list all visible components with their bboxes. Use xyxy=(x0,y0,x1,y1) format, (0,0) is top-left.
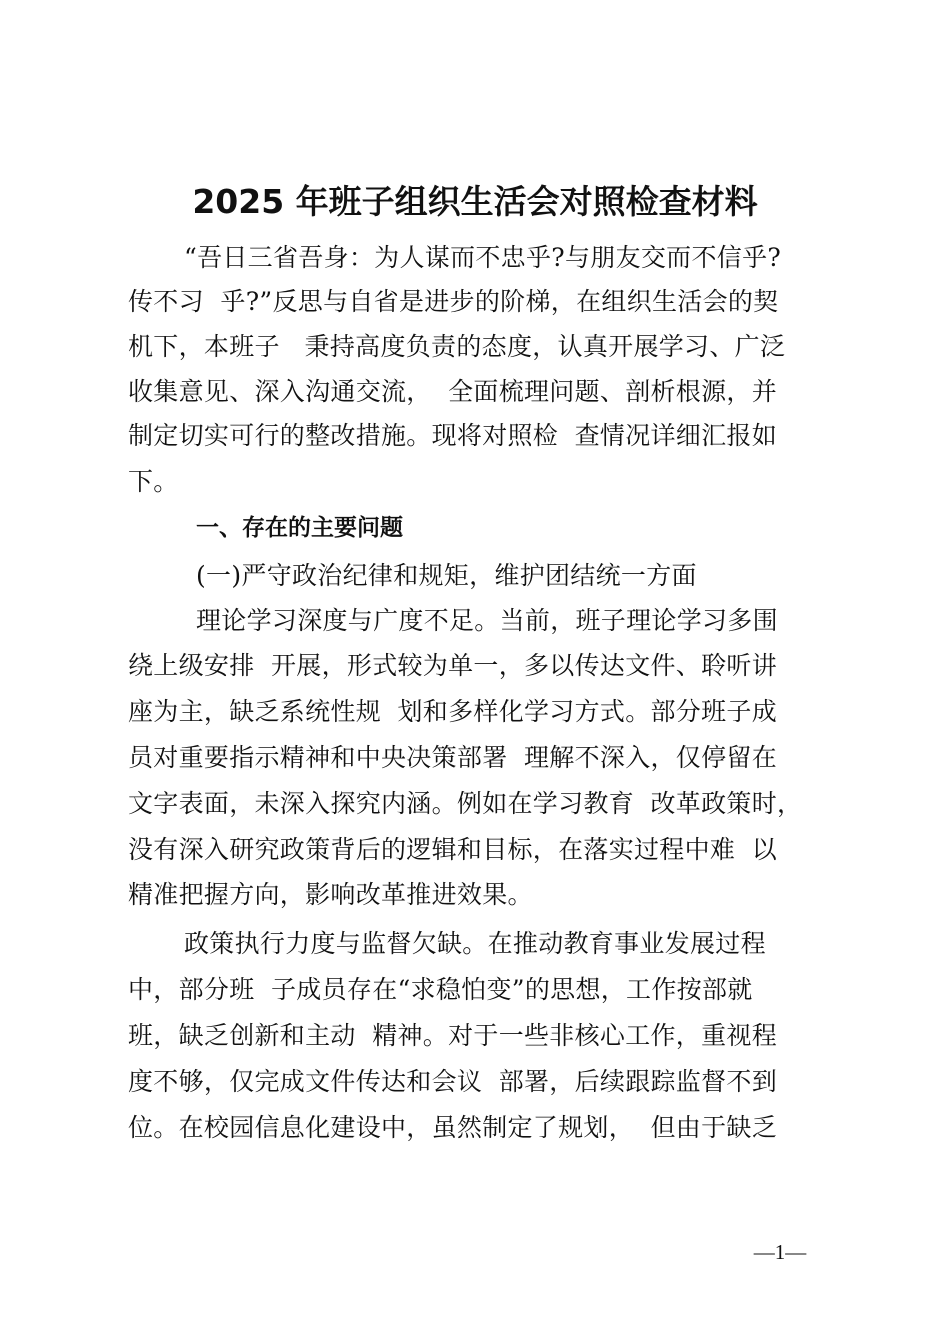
intro-line-6: 下。 xyxy=(128,467,179,496)
intro-line-1: “吾日三省吾身：为人谋而不忠乎?与朋友交而不信乎? xyxy=(184,243,782,272)
section-heading: 一、存在的主要问题 xyxy=(196,515,403,541)
paragraph2-line-2: 中，部分班 子成员存在“求稳怕变”的思想，工作按部就 xyxy=(128,975,753,1004)
paragraph2-line-1: 政策执行力度与监督欠缺。在推动教育事业发展过程 xyxy=(184,929,766,958)
paragraph2-line-5: 位。在校园信息化建设中，虽然制定了规划， 但由于缺乏 xyxy=(128,1113,777,1142)
paragraph1-line-3: 座为主，缺乏系统性规 划和多样化学习方式。部分班子成 xyxy=(128,697,777,726)
paragraph1-line-5: 文字表面，未深入探究内涵。例如在学习教育 改革政策时， xyxy=(128,789,803,818)
paragraph1-line-7: 精准把握方向，影响改革推进效果。 xyxy=(128,880,533,909)
paragraph1-line-2: 绕上级安排 开展，形式较为单一，多以传达文件、聆听讲 xyxy=(128,651,777,680)
subsection-heading: (一)严守政治纪律和规矩，维护团结统一方面 xyxy=(196,561,697,590)
intro-line-4: 收集意见、深入沟通交流， 全面梳理问题、剖析根源，并 xyxy=(128,377,777,406)
intro-line-2: 传不习 乎?”反思与自省是进步的阶梯，在组织生活会的契 xyxy=(128,287,779,316)
page-number: —1— xyxy=(753,1240,807,1264)
intro-line-3: 机下，本班子 秉持高度负责的态度，认真开展学习、广泛 xyxy=(128,332,786,361)
paragraph2-line-3: 班，缺乏创新和主动 精神。对于一些非核心工作，重视程 xyxy=(128,1021,777,1050)
document-title: 2025 年班子组织生活会对照检查材料 xyxy=(192,182,758,221)
paragraph1-line-6: 没有深入研究政策背后的逻辑和目标，在落实过程中难 以 xyxy=(128,835,777,864)
paragraph1-line-4: 员对重要指示精神和中央决策部署 理解不深入，仅停留在 xyxy=(128,743,777,772)
paragraph1-line-1: 理论学习深度与广度不足。当前，班子理论学习多围 xyxy=(196,606,778,635)
intro-line-5: 制定切实可行的整改措施。现将对照检 查情况详细汇报如 xyxy=(128,421,777,450)
paragraph2-line-4: 度不够，仅完成文件传达和会议 部署，后续跟踪监督不到 xyxy=(128,1067,777,1096)
